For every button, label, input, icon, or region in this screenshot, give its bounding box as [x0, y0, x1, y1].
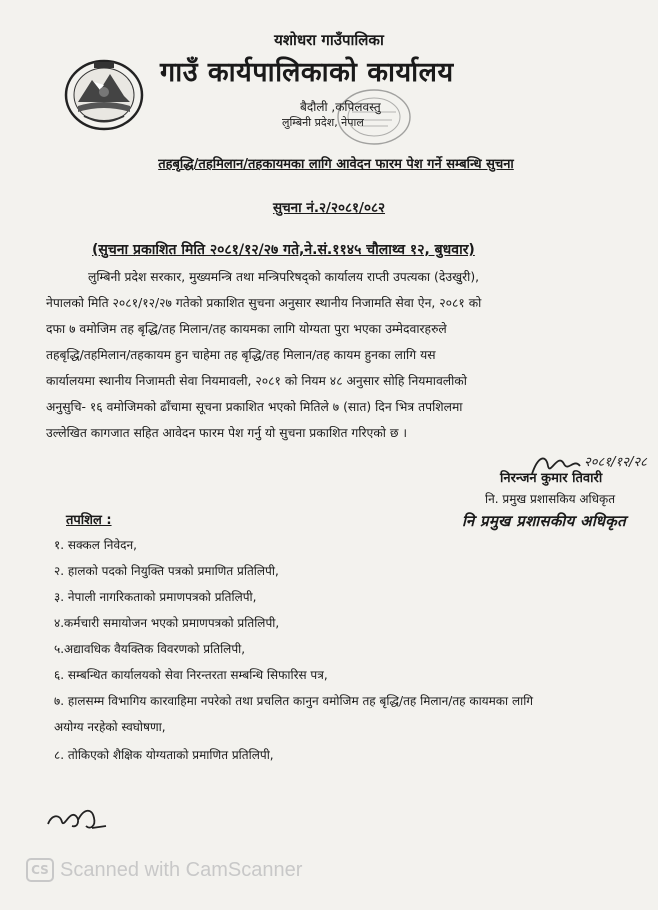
list-item: ८. तोकिएको शैक्षिक योग्यताको प्रमाणित प्रतिलिपी, — [54, 748, 274, 762]
list-heading: तपशिल : — [66, 513, 112, 528]
notice-subject: तहबृद्धि/तहमिलान/तहकायमका लागि आवेदन फारम पेश गर्ने सम्बन्धि सुचना — [158, 157, 514, 172]
svg-text:२०८१/१२/२८: २०८१/१२/२८ — [584, 455, 647, 470]
signer-stamp: नि प्रमुख प्रशासकीय अधिकृत — [462, 512, 626, 530]
body-paragraph-line: लुम्बिनी प्रदेश सरकार, मुख्यमन्त्रि तथा मन्त्रिपरिषद्को कार्यालय राप्ती उपत्यका (देउखुरी), — [88, 270, 480, 284]
list-item: ५.अद्यावधिक वैयक्तिक विवरणको प्रतिलिपी, — [54, 642, 246, 656]
notice-number: सुचना नं.२/२०८१/०८२ — [272, 200, 386, 216]
address-line-2: लुम्बिनी प्रदेश, नेपाल — [282, 116, 364, 129]
address-line-1: बैदौली ,कपिलवस्तु — [300, 100, 381, 114]
body-paragraph-line: उल्लेखित कागजात सहित आवेदन फारम पेश गर्नु यो सुचना प्रकाशित गरिएको छ । — [46, 426, 408, 440]
body-paragraph-line: अनुसुचि- १६ वमोजिमको ढाँचामा सूचना प्रकाशित भएको मितिले ७ (सात) दिन भित्र तपशिलमा — [46, 400, 463, 414]
list-item: ७. हालसम्म विभागिय कारवाहिमा नपरेको तथा प्रचलित कानुन वमोजिम तह बृद्धि/तह मिलान/तह कायमका लागि — [54, 694, 534, 708]
body-paragraph-line: नेपालको मिति २०८१/१२/२७ गतेको प्रकाशित सुचना अनुसार स्थानीय निजामति सेवा ऐन, २०८१ को — [46, 296, 482, 310]
municipality-name: यशोधरा गाउँपालिका — [274, 31, 384, 49]
camscanner-watermark — [26, 858, 302, 882]
government-emblem-icon — [64, 58, 144, 132]
published-date: (सुचना प्रकाशित मिति २०८१/१२/२७ गते,ने.सं.११४५ चौलाथ्व १२, बुधवार) — [92, 242, 475, 258]
signer-title: नि. प्रमुख प्रशासकिय अधिकृत — [485, 492, 616, 506]
list-item: १. सक्कल निवेदन, — [54, 538, 137, 552]
camscanner-text: Scanned with CamScanner — [60, 858, 303, 881]
list-item: ६. सम्बन्धित कार्यालयको सेवा निरन्तरता सम्बन्धि सिफारिस पत्र, — [54, 668, 328, 682]
body-paragraph-line: दफा ७ वमोजिम तह बृद्धि/तह मिलान/तह कायमका लागि योग्यता पुरा भएका उम्मेदवारहरुले — [46, 322, 447, 336]
handwritten-initials — [42, 800, 112, 834]
list-item: अयोग्य नरहेको स्वघोषणा, — [54, 720, 166, 734]
body-paragraph-line: कार्यालयमा स्थानीय निजामती सेवा नियमावली, २०८१ को नियम ४८ अनुसार सोहि नियमावलीको — [46, 374, 467, 388]
list-item: ३. नेपाली नागरिकताको प्रमाणपत्रको प्रतिलिपी, — [54, 590, 257, 604]
list-item: २. हालको पदको नियुक्ति पत्रको प्रमाणित प्रतिलिपी, — [54, 564, 279, 578]
camscanner-logo-icon: CS — [26, 858, 54, 882]
list-item: ४.कर्मचारी समायोजन भएको प्रमाणपत्रको प्रतिलिपी, — [54, 616, 280, 630]
office-name: गाउँ कार्यपालिकाको कार्यालय — [160, 57, 454, 88]
body-paragraph-line: तहबृद्धि/तहमिलान/तहकायम हुन चाहेमा तह बृद्धि/तह मिलान/तह कायम हुनका लागि यस — [46, 348, 436, 362]
signer-name: निरन्जन कुमार तिवारी — [500, 471, 603, 486]
